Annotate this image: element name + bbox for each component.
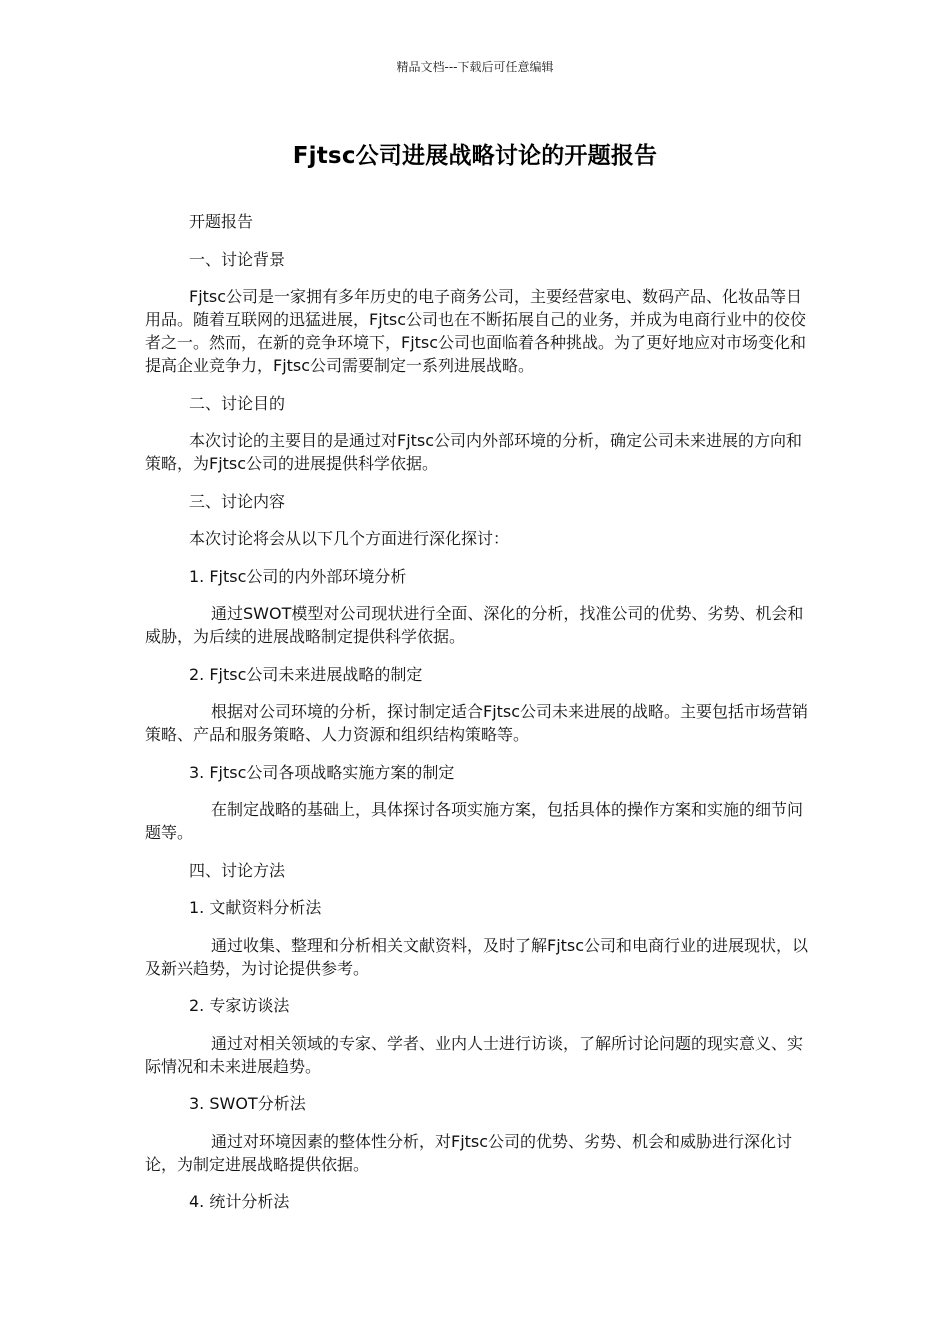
list-item-heading: 2. Fjtsc公司未来进展战略的制定: [189, 664, 423, 684]
paragraph: 通过收集、整理和分析相关文献资料，及时了解Fjtsc公司和电商行业的进展现状，以及新兴趋势，为讨论提供参考。: [145, 935, 809, 978]
document-title: Fjtsc公司进展战略讨论的开题报告: [292, 143, 658, 169]
paragraph: 通过对相关领域的专家、学者、业内人士进行访谈，了解所讨论问题的现实意义、实际情况和未来进展趋势。: [145, 1033, 804, 1076]
list-item-heading: 4. 统计分析法: [189, 1192, 290, 1211]
section-heading: 三、讨论内容: [189, 491, 286, 511]
section-heading: 一、讨论背景: [189, 249, 286, 269]
list-item-heading: 3. SWOT分析法: [189, 1094, 306, 1113]
paragraph: 在制定战略的基础上，具体探讨各项实施方案，包括具体的操作方案和实施的细节问题等。: [145, 800, 804, 842]
paragraph: Fjtsc公司是一家拥有多年历史的电子商务公司，主要经营家电、数码产品、化妆品等日用品。随着互联网的迅猛进展，Fjtsc公司也在不断拓展自己的业务，并成为电商行业中的佼佼者之一。然而，在新的竞争环境下，Fjtsc公司也面临着各种挑战。为了更好地应对市场变化和提高企业竞争力，Fjtsc公司需要制定一系列进展战略。: [145, 287, 807, 375]
list-item-heading: 1. 文献资料分析法: [189, 898, 322, 917]
paragraph: 本次讨论将会从以下几个方面进行深化探讨：: [189, 529, 510, 548]
section-heading: 二、讨论目的: [189, 393, 286, 413]
list-item-heading: 3. Fjtsc公司各项战略实施方案的制定: [189, 762, 455, 782]
document-body: [145, 210, 810, 1228]
page-header: 精品文档---下载后可任意编辑: [396, 60, 554, 74]
paragraph: 通过对环境因素的整体性分析，对Fjtsc公司的优势、劣势、机会和威胁进行深化讨论，为制定进展战略提供依据。: [145, 1131, 793, 1174]
section-heading: 四、讨论方法: [189, 860, 286, 880]
paragraph: 开题报告: [189, 212, 254, 231]
list-item-heading: 2. 专家访谈法: [189, 996, 290, 1015]
paragraph: 通过SWOT模型对公司现状进行全面、深化的分析，找准公司的优势、劣势、机会和威胁，为后续的进展战略制定提供科学依据。: [145, 604, 804, 646]
paragraph: 根据对公司环境的分析，探讨制定适合Fjtsc公司未来进展的战略。主要包括市场营销策略、产品和服务策略、人力资源和组织结构策略等。: [145, 702, 809, 744]
list-item-heading: 1. Fjtsc公司的内外部环境分析: [189, 566, 407, 586]
paragraph: 本次讨论的主要目的是通过对Fjtsc公司内外部环境的分析，确定公司未来进展的方向和策略，为Fjtsc公司的进展提供科学依据。: [145, 431, 803, 473]
